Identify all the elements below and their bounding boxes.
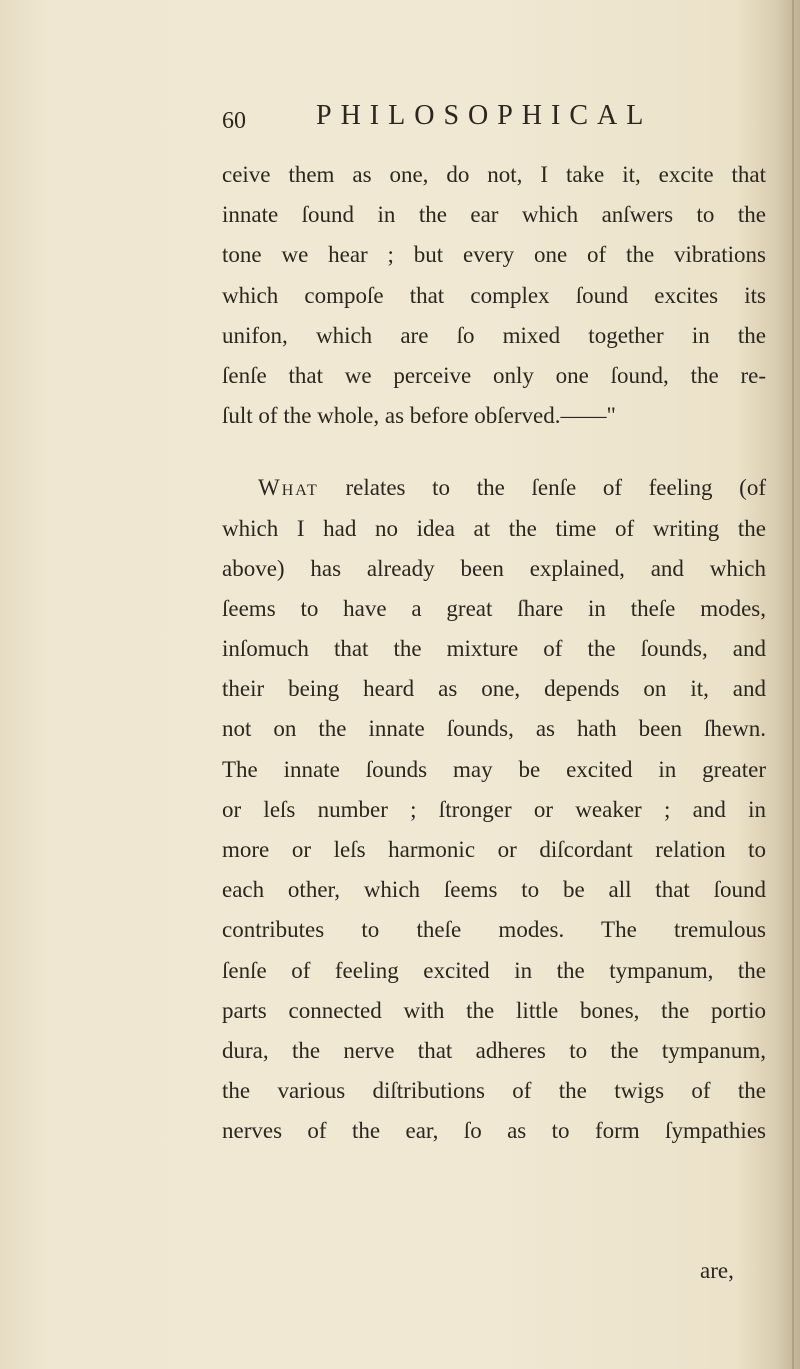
text-line: ſenſe that we perceive only one ſound, the re- xyxy=(222,362,766,388)
page-number: 60 xyxy=(222,108,246,134)
text-line: inſomuch that the mixture of the ſounds, and xyxy=(222,636,766,662)
text-line: each other, which ſeems to be all that ſound xyxy=(222,877,766,903)
text-line: ceive them as one, do not, I take it, excite that xyxy=(222,162,766,187)
text-line: unifon, which are ſo mixed together in the xyxy=(222,322,766,348)
text-fragment: relates to the ſenſe of feeling (of xyxy=(318,475,766,501)
body-text xyxy=(222,155,766,1152)
text-line: ſult of the whole, as before obſerved.——" xyxy=(222,403,616,429)
text-line: The innate ſounds may be excited in greater xyxy=(222,756,766,782)
text-line: contributes to theſe modes. The tremulous xyxy=(222,917,766,943)
text-line: parts connected with the little bones, the portio xyxy=(222,997,766,1023)
text-line: which I had no idea at the time of writing the xyxy=(222,515,766,541)
page-header xyxy=(0,100,800,150)
text-line: or leſs number ; ſtronger or weaker ; and in xyxy=(222,796,766,822)
text-line: their being heard as one, depends on it, and xyxy=(222,676,766,702)
text-line: more or leſs harmonic or diſcordant relation to xyxy=(222,837,766,862)
text-line: dura, the nerve that adheres to the tympanum, xyxy=(222,1037,766,1063)
small-caps-lead: What xyxy=(258,475,319,501)
page-edge xyxy=(792,0,794,1369)
catchword: are, xyxy=(700,1258,734,1283)
text-line: tone we hear ; but every one of the vibrations xyxy=(222,242,766,268)
text-line: not on the innate ſounds, as hath been ſhewn. xyxy=(222,716,766,742)
text-line: which compoſe that complex ſound excites its xyxy=(222,282,766,308)
text-line: innate ſound in the ear which anſwers to the xyxy=(222,202,766,228)
text-line: ſenſe of feeling excited in the tympanum, the xyxy=(222,957,766,983)
paragraph-first-line xyxy=(222,468,766,508)
running-head: PHILOSOPHICAL xyxy=(316,100,653,131)
text-line: above) has already been explained, and which xyxy=(222,555,766,581)
text-line: ſeems to have a great ſhare in theſe modes, xyxy=(222,595,766,621)
text-line: the various diſtributions of the twigs of the xyxy=(222,1078,766,1104)
text-line: nerves of the ear, ſo as to form ſympathies xyxy=(222,1118,766,1144)
